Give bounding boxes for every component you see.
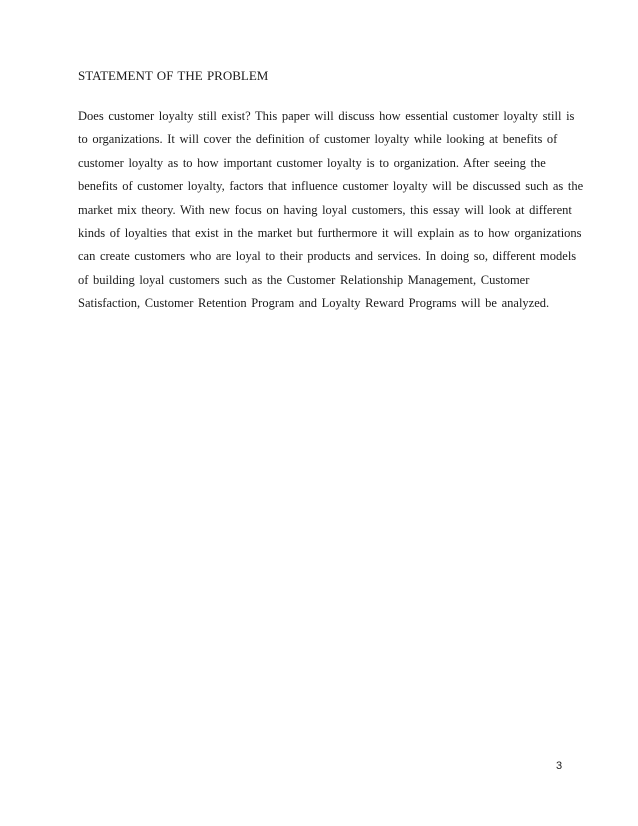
paragraph-line: customer loyalty as to how important customer loyalty is to organization. After seeing the xyxy=(78,155,546,170)
paragraph-line: to organizations. It will cover the definition of customer loyalty while looking at benefits of xyxy=(78,132,558,147)
section-heading: STATEMENT OF THE PROBLEM xyxy=(78,68,269,83)
paragraph-line: benefits of customer loyalty, factors that influence customer loyalty will be discussed such as the xyxy=(78,179,584,194)
paragraph-line: of building loyal customers such as the Customer Relationship Management, Customer xyxy=(78,272,530,287)
page-number: 3 xyxy=(556,760,563,772)
paragraph-line: can create customers who are loyal to their products and services. In doing so, different models xyxy=(78,249,577,264)
paragraph-line: kinds of loyalties that exist in the market but furthermore it will explain as to how organizations xyxy=(78,225,582,240)
paragraph-line: Satisfaction, Customer Retention Program and Loyalty Reward Programs will be analyzed. xyxy=(78,296,550,311)
paragraph-line: market mix theory. With new focus on having loyal customers, this essay will look at different xyxy=(78,202,572,217)
paragraph-line: Does customer loyalty still exist? This paper will discuss how essential customer loyalty still is xyxy=(78,109,575,123)
problem-statement-paragraph xyxy=(78,105,584,316)
